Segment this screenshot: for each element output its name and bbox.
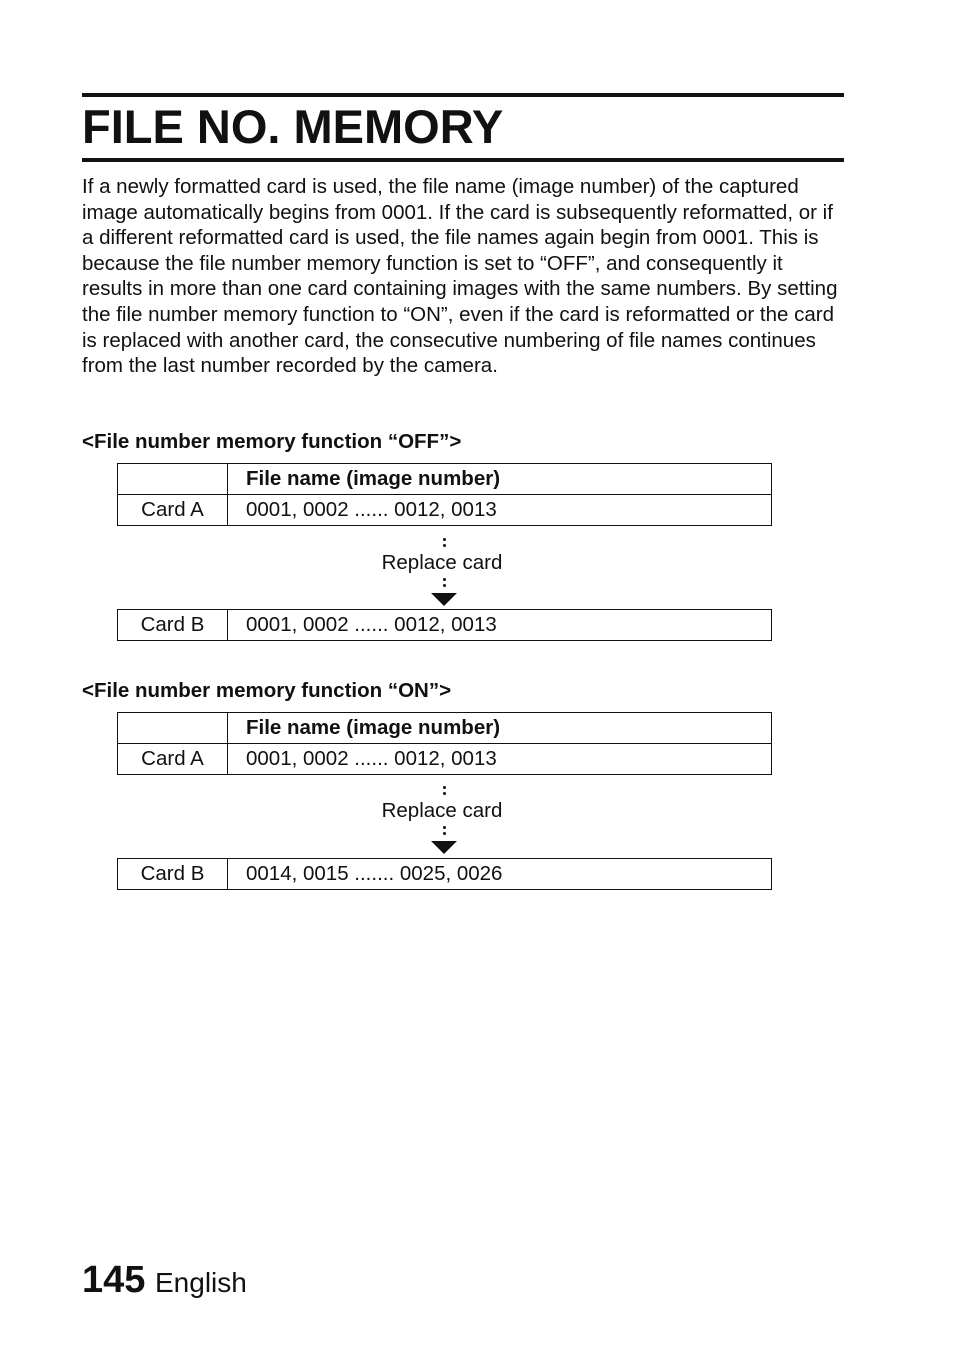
dotted-connector [441, 538, 447, 550]
replace-card-label: Replace card [381, 551, 503, 574]
empty-header-cell [118, 713, 228, 744]
off-card-a-table [117, 463, 772, 526]
table-row [118, 859, 772, 890]
table-row [118, 495, 772, 526]
file-number-range: 0001, 0002 ...... 0012, 0013 [228, 610, 772, 641]
replace-card-label: Replace card [381, 799, 503, 822]
down-arrow-icon [431, 841, 457, 854]
title-rule-bottom [82, 158, 844, 162]
page-language: English [155, 1267, 247, 1298]
page-title: FILE NO. MEMORY [82, 100, 504, 153]
card-label: Card B [118, 859, 228, 890]
card-label: Card A [118, 495, 228, 526]
table-row [118, 744, 772, 775]
on-card-b-table [117, 858, 772, 890]
file-number-range: 0001, 0002 ...... 0012, 0013 [228, 744, 772, 775]
dotted-connector [441, 826, 447, 838]
off-card-b-table [117, 609, 772, 641]
dotted-connector [441, 786, 447, 798]
table-row [118, 610, 772, 641]
file-number-range: 0001, 0002 ...... 0012, 0013 [228, 495, 772, 526]
intro-paragraph: If a newly formatted card is used, the file name (image number) of the captured image automatically begins from 0001. If the card is subsequently reformatted, or if a different reformatted card is used, the file names again begin from 0001. This is because the file number memory function is set to “OFF”, and consequently it results in more than one card containing images with the same numbers. By setting the file number memory function to “ON”, even if the card is reformatted or the card is replaced with another card, the consecutive numbering of file names continues from the last number recorded by the camera. [82, 175, 838, 378]
empty-header-cell [118, 464, 228, 495]
table-header-row [118, 464, 772, 495]
card-label: Card B [118, 610, 228, 641]
card-label: Card A [118, 744, 228, 775]
down-arrow-icon [431, 593, 457, 606]
on-card-a-table [117, 712, 772, 775]
on-section-heading: <File number memory function “ON”> [82, 679, 452, 702]
file-name-header: File name (image number) [228, 713, 772, 744]
off-section-heading: <File number memory function “OFF”> [82, 430, 462, 453]
file-number-range: 0014, 0015 ....... 0025, 0026 [228, 859, 772, 890]
table-header-row [118, 713, 772, 744]
file-name-header: File name (image number) [228, 464, 772, 495]
dotted-connector [441, 578, 447, 590]
page-number: 145 [82, 1259, 146, 1301]
title-rule-top [82, 93, 844, 97]
